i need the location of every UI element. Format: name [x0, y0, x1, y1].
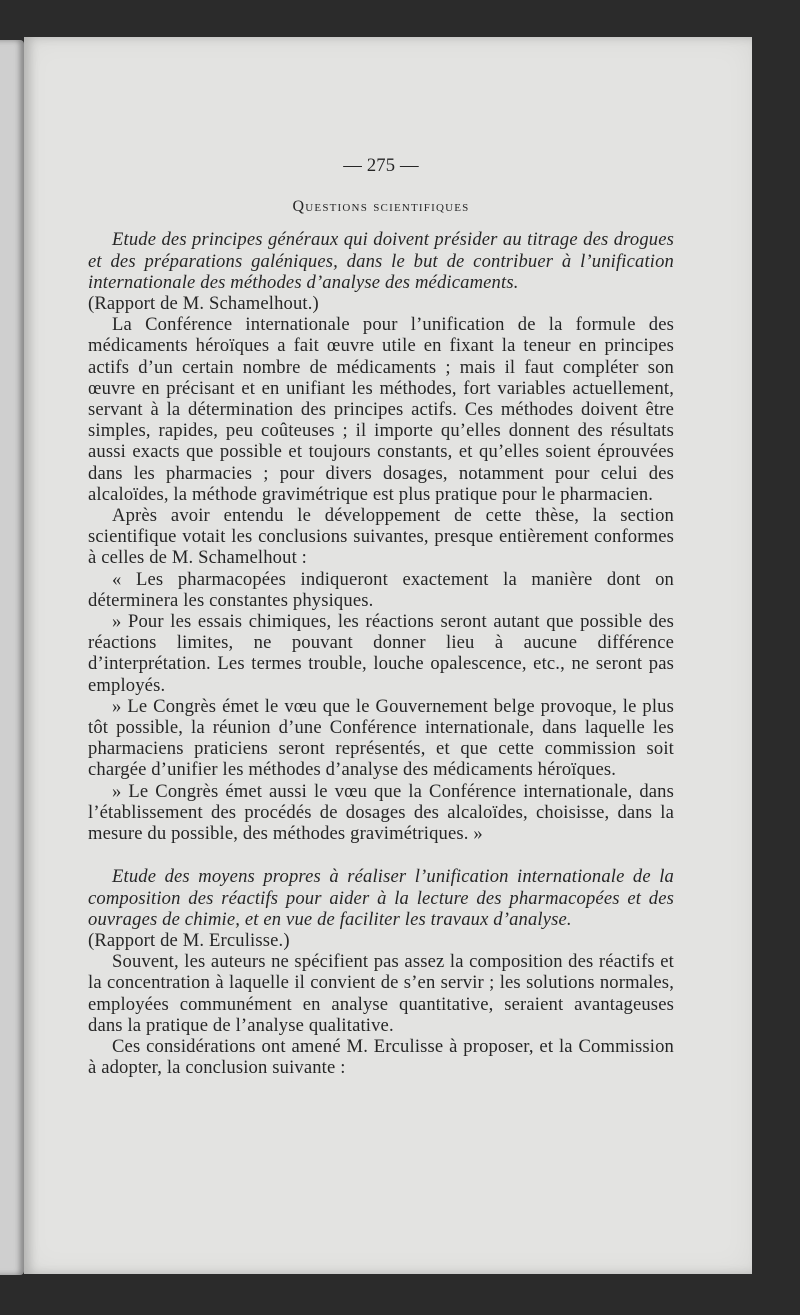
paragraph: Souvent, les auteurs ne spécifient pas assez la composition des réactifs et la concentration à laquelle il convient de s’en servir ; les solutions normales, employées communément en analyse quantitative, seraient avantageuses dans la pratique de l’analyse qualitative.: [88, 951, 674, 1036]
section-gap: [88, 844, 674, 866]
paragraph: « Les pharmacopées indiqueront exactement la manière dont on déterminera les constantes physiques.: [88, 568, 674, 611]
paragraph: Ces considérations ont amené M. Erculisse à proposer, et la Commission à adopter, la conclusion suivante :: [88, 1035, 674, 1079]
paragraph: » Le Congrès émet le vœu que le Gouvernement belge provoque, le plus tôt possible, la réunion d’une Conférence internationale, dans laquelle les pharmaciens praticiens seront représentés, et que cette commission soit chargée d’unifier les méthodes d’analyse des médicaments héroïques.: [88, 695, 674, 781]
section-heading-1: Etude des principes généraux qui doivent présider au titrage des drogues et des préparations galéniques, dans le but de contribuer à l’unification internationale des méthodes d’analyse des médicaments.: [88, 229, 674, 293]
report-attribution-2: (Rapport de M. Erculisse.): [88, 929, 290, 951]
section-heading-2: Etude des moyens propres à réaliser l’unification internationale de la composition des réactifs pour aider à la lecture des pharmacopées et des ouvrages de chimie, et en vue de faciliter les travaux d’analyse.: [88, 866, 674, 930]
paragraph: Après avoir entendu le développement de cette thèse, la section scientifique votait les conclusions suivantes, presque entièrement conformes à celles de M. Schamelhout :: [88, 505, 674, 569]
paragraph: » Pour les essais chimiques, les réactions seront autant que possible des réactions limites, ne pouvant donner lieu à aucune différence d’interprétation. Les termes trouble, louche opalescence, etc., ne seront pas employés.: [88, 611, 674, 696]
report-attribution-1: (Rapport de M. Schamelhout.): [88, 293, 319, 315]
page-number: — 275 —: [343, 155, 419, 176]
paragraph: La Conférence internationale pour l’unification de la formule des médicaments héroïques a fait œuvre utile en fixant la teneur en principes actifs d’un certain nombre de médicaments ; mais il faut compléter son œuvre en précisant et en unifiant les méthodes, fort variables actuellement, servant à la détermination des principes actifs. Ces méthodes doivent être simples, rapides, peu coûteuses ; il importe qu’elles donnent des résultats aussi exacts que possible et toujours constants, et qu’elles soient éprouvées dans les pharmacies ; pour divers dosages, notamment pour celui des alcaloïdes, la méthode gravimétrique est plus pratique pour le pharmacien.: [88, 314, 674, 505]
book-page: [24, 37, 752, 1274]
section-title: Questions scientifiques: [292, 198, 470, 216]
page-content: [88, 155, 674, 1078]
paragraph: » Le Congrès émet aussi le vœu que la Conférence internationale, dans l’établissement des procédés de dosages des alcaloïdes, choisisse, dans la mesure du possible, des méthodes gravimétriques. »: [88, 780, 674, 845]
facing-page-edge: [0, 40, 24, 1275]
